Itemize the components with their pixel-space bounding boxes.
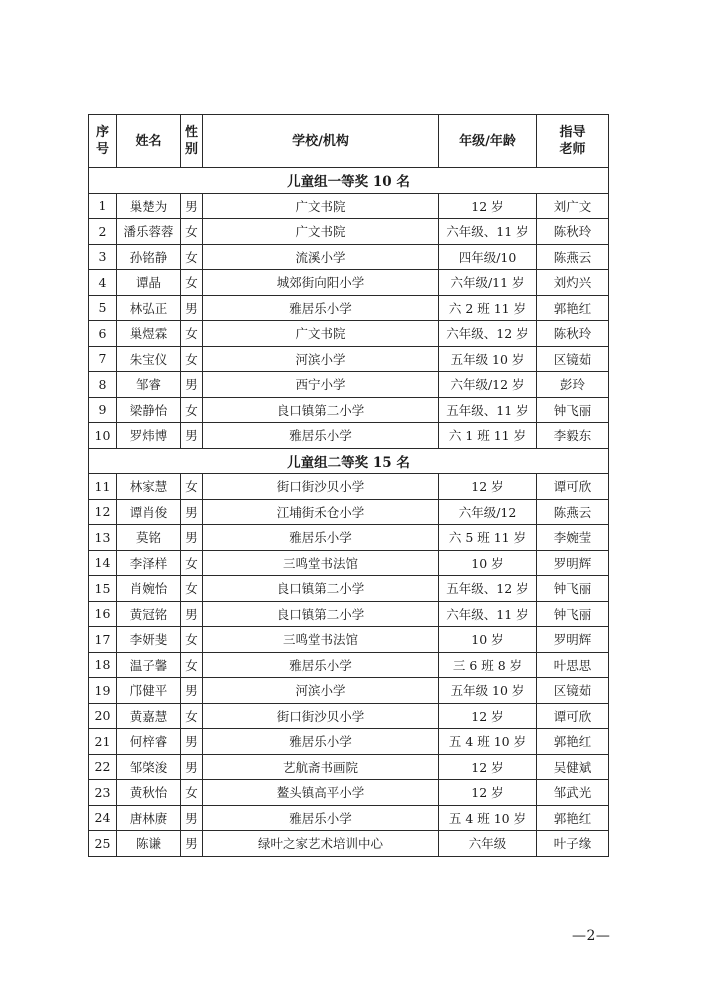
table-row [89, 780, 609, 806]
cell-grade: 12 岁 [439, 474, 537, 500]
cell-num: 22 [89, 754, 117, 780]
cell-grade: 五年级、12 岁 [439, 576, 537, 602]
header-number [89, 115, 117, 168]
cell-name: 黄嘉慧 [117, 703, 181, 729]
cell-grade: 12 岁 [439, 780, 537, 806]
cell-gender: 女 [181, 627, 203, 653]
cell-school: 雅居乐小学 [203, 295, 439, 321]
cell-grade: 五 4 班 10 岁 [439, 805, 537, 831]
cell-school: 绿叶之家艺术培训中心 [203, 831, 439, 857]
cell-num: 15 [89, 576, 117, 602]
cell-school: 鳌头镇高平小学 [203, 780, 439, 806]
cell-gender: 女 [181, 346, 203, 372]
cell-num: 8 [89, 372, 117, 398]
cell-num: 16 [89, 601, 117, 627]
cell-gender: 男 [181, 372, 203, 398]
table-header-row [89, 115, 609, 168]
cell-grade: 六 2 班 11 岁 [439, 295, 537, 321]
cell-num: 7 [89, 346, 117, 372]
cell-teacher: 刘广文 [537, 193, 609, 219]
cell-grade: 四年级/10 [439, 244, 537, 270]
table-row [89, 193, 609, 219]
cell-school: 西宁小学 [203, 372, 439, 398]
cell-teacher: 钟飞丽 [537, 397, 609, 423]
cell-teacher: 郭艳红 [537, 729, 609, 755]
cell-num: 12 [89, 499, 117, 525]
cell-grade: 12 岁 [439, 703, 537, 729]
cell-teacher: 邹武光 [537, 780, 609, 806]
cell-num: 23 [89, 780, 117, 806]
cell-name: 林家慧 [117, 474, 181, 500]
header-school: 学校/机构 [203, 115, 439, 168]
cell-grade: 10 岁 [439, 550, 537, 576]
cell-grade: 五 4 班 10 岁 [439, 729, 537, 755]
cell-name: 邹睿 [117, 372, 181, 398]
section-header-row [89, 168, 609, 194]
cell-grade: 六年级/11 岁 [439, 270, 537, 296]
cell-num: 4 [89, 270, 117, 296]
cell-name: 李泽样 [117, 550, 181, 576]
cell-name: 肖婉怡 [117, 576, 181, 602]
cell-teacher: 叶思思 [537, 652, 609, 678]
table-row [89, 652, 609, 678]
cell-num: 2 [89, 219, 117, 245]
cell-gender: 女 [181, 652, 203, 678]
cell-teacher: 区镜茹 [537, 678, 609, 704]
cell-grade: 三 6 班 8 岁 [439, 652, 537, 678]
table-row [89, 729, 609, 755]
cell-school: 艺航斋书画院 [203, 754, 439, 780]
cell-teacher: 钟飞丽 [537, 576, 609, 602]
table-row [89, 525, 609, 551]
cell-gender: 女 [181, 576, 203, 602]
cell-school: 广文书院 [203, 321, 439, 347]
cell-num: 10 [89, 423, 117, 449]
award-list-sheet [88, 114, 608, 857]
cell-gender: 男 [181, 729, 203, 755]
cell-name: 罗炜博 [117, 423, 181, 449]
cell-name: 黄冠铭 [117, 601, 181, 627]
cell-teacher: 李婉莹 [537, 525, 609, 551]
cell-gender: 女 [181, 219, 203, 245]
cell-gender: 女 [181, 397, 203, 423]
cell-num: 9 [89, 397, 117, 423]
table-row [89, 499, 609, 525]
cell-teacher: 郭艳红 [537, 295, 609, 321]
table-row [89, 627, 609, 653]
cell-grade: 六年级、12 岁 [439, 321, 537, 347]
table-row [89, 321, 609, 347]
cell-num: 19 [89, 678, 117, 704]
cell-gender: 女 [181, 703, 203, 729]
cell-name: 梁静怡 [117, 397, 181, 423]
cell-school: 街口街沙贝小学 [203, 703, 439, 729]
header-number-line-1: 序 [95, 125, 109, 140]
cell-school: 河滨小学 [203, 678, 439, 704]
page-number: —2— [572, 928, 611, 944]
cell-name: 温子馨 [117, 652, 181, 678]
cell-gender: 女 [181, 474, 203, 500]
cell-gender: 女 [181, 321, 203, 347]
table-row [89, 601, 609, 627]
header-teacher-line-2: 老师 [559, 142, 586, 157]
cell-gender: 男 [181, 499, 203, 525]
cell-grade: 六年级/12 [439, 499, 537, 525]
cell-teacher: 谭可欣 [537, 703, 609, 729]
cell-num: 3 [89, 244, 117, 270]
cell-school: 三鸣堂书法馆 [203, 550, 439, 576]
cell-grade: 六年级、11 岁 [439, 601, 537, 627]
cell-gender: 女 [181, 244, 203, 270]
section-title: 儿童组二等奖 15 名 [89, 448, 609, 474]
cell-num: 13 [89, 525, 117, 551]
cell-grade: 12 岁 [439, 754, 537, 780]
header-name: 姓名 [117, 115, 181, 168]
cell-grade: 五年级、11 岁 [439, 397, 537, 423]
cell-teacher: 罗明辉 [537, 550, 609, 576]
header-teacher-line-1: 指导 [559, 125, 586, 140]
cell-name: 巢煜霖 [117, 321, 181, 347]
cell-grade: 六 5 班 11 岁 [439, 525, 537, 551]
table-row [89, 474, 609, 500]
table-row [89, 244, 609, 270]
cell-gender: 男 [181, 601, 203, 627]
cell-name: 唐林赓 [117, 805, 181, 831]
cell-grade: 六 1 班 11 岁 [439, 423, 537, 449]
cell-teacher: 叶子缘 [537, 831, 609, 857]
award-table [88, 114, 609, 857]
cell-school: 河滨小学 [203, 346, 439, 372]
table-row [89, 703, 609, 729]
cell-name: 邹棨浚 [117, 754, 181, 780]
cell-num: 14 [89, 550, 117, 576]
cell-name: 李妍斐 [117, 627, 181, 653]
cell-gender: 男 [181, 805, 203, 831]
table-row [89, 372, 609, 398]
header-grade: 年级/年龄 [439, 115, 537, 168]
cell-grade: 10 岁 [439, 627, 537, 653]
cell-gender: 男 [181, 754, 203, 780]
table-row [89, 397, 609, 423]
table-row [89, 754, 609, 780]
cell-school: 雅居乐小学 [203, 805, 439, 831]
cell-school: 广文书院 [203, 193, 439, 219]
cell-school: 良口镇第二小学 [203, 397, 439, 423]
cell-teacher: 郭艳红 [537, 805, 609, 831]
cell-grade: 六年级/12 岁 [439, 372, 537, 398]
cell-name: 何梓睿 [117, 729, 181, 755]
cell-num: 20 [89, 703, 117, 729]
cell-school: 江埔街禾仓小学 [203, 499, 439, 525]
cell-grade: 五年级 10 岁 [439, 346, 537, 372]
cell-gender: 男 [181, 678, 203, 704]
cell-school: 街口街沙贝小学 [203, 474, 439, 500]
cell-name: 莫铭 [117, 525, 181, 551]
cell-teacher: 吴健斌 [537, 754, 609, 780]
cell-school: 流溪小学 [203, 244, 439, 270]
table-row [89, 270, 609, 296]
header-gender-line-2: 别 [184, 142, 198, 157]
cell-gender: 女 [181, 270, 203, 296]
section-title: 儿童组一等奖 10 名 [89, 168, 609, 194]
cell-num: 21 [89, 729, 117, 755]
cell-name: 黄秋怡 [117, 780, 181, 806]
cell-teacher: 陈燕云 [537, 499, 609, 525]
header-teacher [537, 115, 609, 168]
cell-num: 18 [89, 652, 117, 678]
cell-school: 雅居乐小学 [203, 652, 439, 678]
cell-name: 巢楚为 [117, 193, 181, 219]
cell-name: 谭肖俊 [117, 499, 181, 525]
cell-gender: 男 [181, 295, 203, 321]
cell-school: 良口镇第二小学 [203, 601, 439, 627]
cell-num: 11 [89, 474, 117, 500]
header-gender [181, 115, 203, 168]
cell-teacher: 彭玲 [537, 372, 609, 398]
cell-name: 林弘正 [117, 295, 181, 321]
cell-gender: 男 [181, 525, 203, 551]
table-row [89, 423, 609, 449]
cell-grade: 六年级 [439, 831, 537, 857]
cell-name: 孙铭静 [117, 244, 181, 270]
cell-teacher: 陈燕云 [537, 244, 609, 270]
cell-name: 邝健平 [117, 678, 181, 704]
cell-gender: 女 [181, 550, 203, 576]
table-row [89, 805, 609, 831]
cell-num: 5 [89, 295, 117, 321]
award-table-body [89, 168, 609, 857]
cell-school: 雅居乐小学 [203, 525, 439, 551]
cell-name: 朱宝仪 [117, 346, 181, 372]
cell-school: 雅居乐小学 [203, 423, 439, 449]
cell-teacher: 陈秋玲 [537, 321, 609, 347]
cell-num: 24 [89, 805, 117, 831]
cell-num: 17 [89, 627, 117, 653]
table-row [89, 295, 609, 321]
cell-gender: 男 [181, 423, 203, 449]
cell-name: 潘乐蓉蓉 [117, 219, 181, 245]
cell-school: 城郊街向阳小学 [203, 270, 439, 296]
cell-gender: 男 [181, 831, 203, 857]
header-gender-line-1: 性 [184, 125, 198, 140]
cell-school: 三鸣堂书法馆 [203, 627, 439, 653]
cell-teacher: 罗明辉 [537, 627, 609, 653]
cell-teacher: 李毅东 [537, 423, 609, 449]
cell-num: 6 [89, 321, 117, 347]
section-header-row [89, 448, 609, 474]
table-row [89, 346, 609, 372]
cell-grade: 五年级 10 岁 [439, 678, 537, 704]
table-row [89, 219, 609, 245]
cell-gender: 男 [181, 193, 203, 219]
cell-school: 良口镇第二小学 [203, 576, 439, 602]
cell-name: 陈谦 [117, 831, 181, 857]
cell-num: 1 [89, 193, 117, 219]
table-row [89, 576, 609, 602]
table-row [89, 678, 609, 704]
cell-teacher: 刘灼兴 [537, 270, 609, 296]
cell-grade: 12 岁 [439, 193, 537, 219]
cell-num: 25 [89, 831, 117, 857]
header-number-line-2: 号 [95, 142, 109, 157]
cell-grade: 六年级、11 岁 [439, 219, 537, 245]
cell-gender: 女 [181, 780, 203, 806]
table-row [89, 550, 609, 576]
cell-name: 谭晶 [117, 270, 181, 296]
cell-teacher: 钟飞丽 [537, 601, 609, 627]
cell-school: 雅居乐小学 [203, 729, 439, 755]
table-row [89, 831, 609, 857]
cell-teacher: 区镜茹 [537, 346, 609, 372]
cell-school: 广文书院 [203, 219, 439, 245]
cell-teacher: 陈秋玲 [537, 219, 609, 245]
cell-teacher: 谭可欣 [537, 474, 609, 500]
